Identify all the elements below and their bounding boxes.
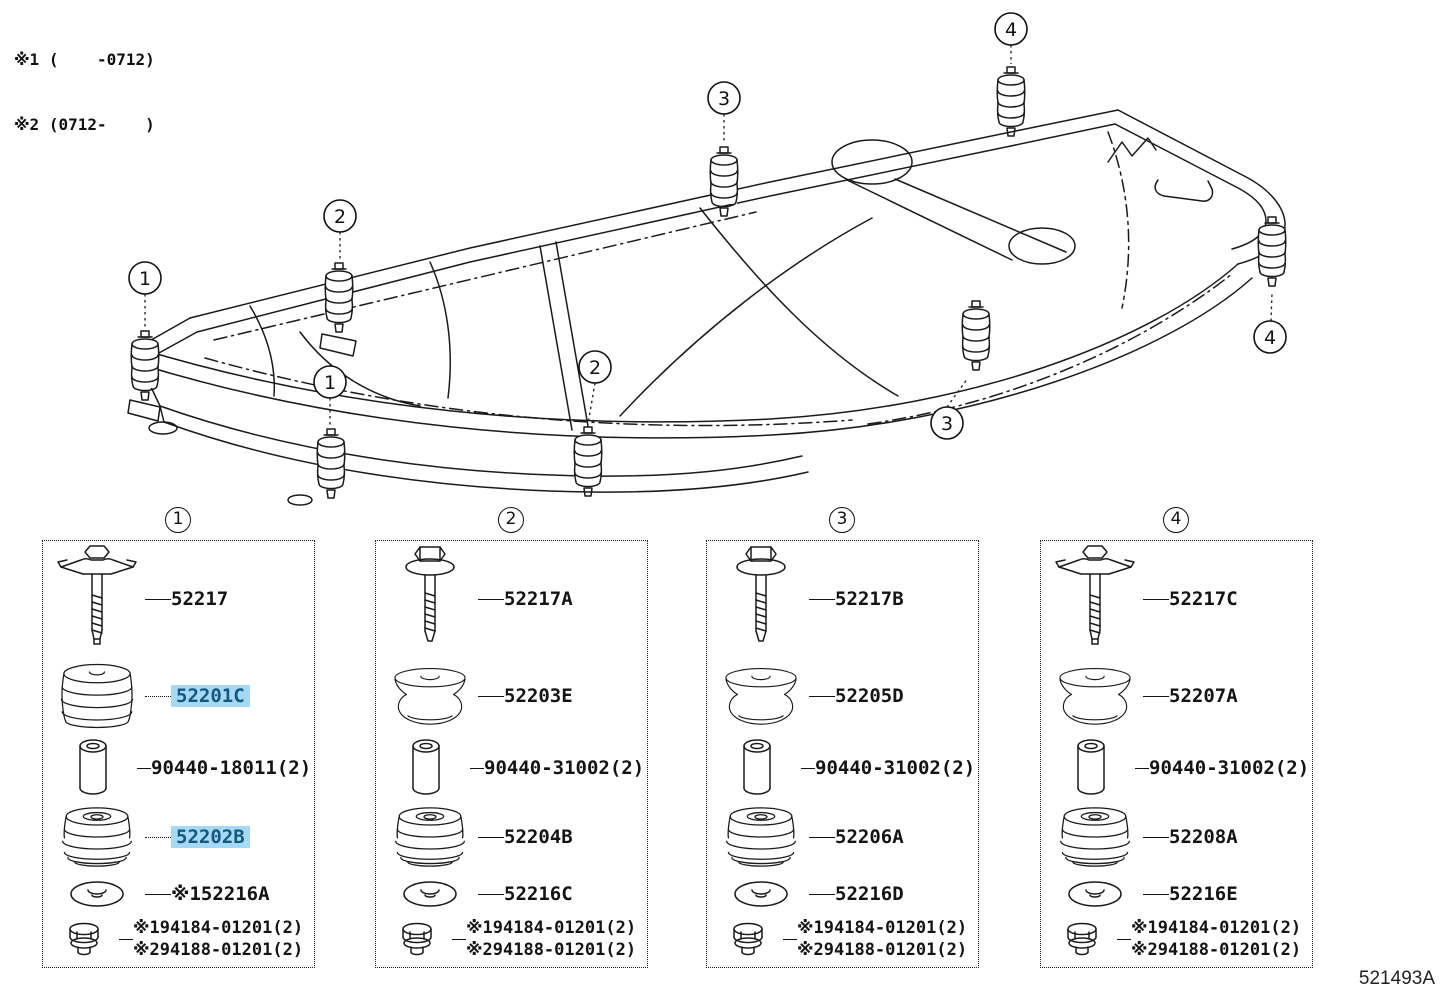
leader-line bbox=[478, 894, 504, 895]
part-row-upper-cushion bbox=[382, 655, 647, 737]
part-row-nut bbox=[713, 913, 978, 965]
leader-line bbox=[478, 837, 504, 838]
callout-number: 4 bbox=[1263, 327, 1277, 349]
leader-line bbox=[1143, 599, 1169, 600]
part-number-spacer[interactable]: 90440-31002(2) bbox=[484, 757, 645, 779]
part-number-nut-options bbox=[797, 917, 967, 961]
lower-cushion-drawing bbox=[1047, 800, 1143, 874]
part-number-bolt[interactable]: 52217B bbox=[835, 588, 904, 610]
leader-line bbox=[470, 768, 484, 769]
part-row-bolt bbox=[1047, 543, 1312, 655]
callout-number: 3 bbox=[940, 413, 954, 435]
part-number-nut-2[interactable]: ※294188-01201(2) bbox=[1131, 940, 1302, 960]
leader-line bbox=[145, 837, 171, 838]
part-group-box-4 bbox=[1040, 540, 1313, 968]
nut-drawing bbox=[1047, 919, 1117, 959]
body-mount-3-near bbox=[962, 301, 990, 370]
part-number-nut-1[interactable]: ※194184-01201(2) bbox=[1131, 917, 1302, 938]
mount-bolt-drawing bbox=[49, 543, 145, 655]
leader-line bbox=[809, 837, 835, 838]
frame-mounts bbox=[131, 67, 1286, 498]
part-number-nut-2[interactable]: ※294188-01201(2) bbox=[466, 940, 637, 960]
part-row-bolt bbox=[713, 543, 978, 655]
group-number-label: 4 bbox=[1170, 509, 1182, 529]
leader-line bbox=[809, 894, 835, 895]
mount-bolt-drawing bbox=[1047, 543, 1143, 655]
part-row-upper-cushion bbox=[713, 655, 978, 737]
part-number-washer[interactable]: ※152216A bbox=[171, 883, 270, 905]
group-number-label: 2 bbox=[505, 509, 517, 529]
body-mount-1-near bbox=[317, 429, 345, 498]
part-number-bolt[interactable]: 52217C bbox=[1169, 588, 1238, 610]
body-mount-4-near bbox=[1258, 217, 1286, 286]
part-number-bolt[interactable]: 52217 bbox=[171, 588, 229, 610]
group-number-2 bbox=[498, 507, 524, 533]
part-number-nut-1[interactable]: ※194184-01201(2) bbox=[797, 917, 968, 938]
part-number-nut-2[interactable]: ※294188-01201(2) bbox=[797, 940, 968, 960]
leader-line bbox=[145, 599, 171, 600]
leader-line bbox=[1117, 939, 1131, 940]
callout-number: 2 bbox=[333, 206, 347, 228]
footnote-2: ※2 (0712- ) bbox=[14, 114, 155, 134]
leader-line bbox=[809, 599, 835, 600]
part-number-spacer[interactable]: 90440-18011(2) bbox=[151, 757, 312, 779]
part-row-nut bbox=[49, 913, 314, 965]
spacer-drawing bbox=[382, 738, 470, 798]
leader-line bbox=[452, 939, 466, 940]
spacer-drawing bbox=[1047, 738, 1135, 798]
part-group-box-2 bbox=[375, 540, 648, 968]
washer-drawing bbox=[49, 876, 145, 912]
part-number-upper-cushion[interactable]: 52207A bbox=[1169, 685, 1238, 707]
part-row-bolt bbox=[49, 543, 314, 655]
leader-line bbox=[119, 939, 133, 940]
part-number-nut-1[interactable]: ※194184-01201(2) bbox=[466, 917, 637, 938]
leader-line bbox=[801, 768, 815, 769]
group-number-label: 1 bbox=[172, 509, 184, 529]
part-number-washer[interactable]: 52216D bbox=[835, 883, 904, 905]
washer-drawing bbox=[713, 876, 809, 912]
part-number-nut-options bbox=[133, 917, 303, 961]
mount-bolt-drawing bbox=[713, 543, 809, 655]
group-number-label: 3 bbox=[836, 509, 848, 529]
group-number-4 bbox=[1163, 507, 1189, 533]
part-number-upper-cushion[interactable]: 52205D bbox=[835, 685, 904, 707]
part-row-nut bbox=[1047, 913, 1312, 965]
part-row-washer bbox=[1047, 875, 1312, 913]
part-number-upper-cushion[interactable]: 52201C bbox=[171, 685, 250, 707]
washer-drawing bbox=[1047, 876, 1143, 912]
upper-cushion-drawing bbox=[713, 656, 809, 736]
part-row-upper-cushion bbox=[1047, 655, 1312, 737]
upper-cushion-drawing bbox=[49, 655, 145, 737]
part-row-bolt bbox=[382, 543, 647, 655]
callout-number: 1 bbox=[138, 268, 152, 290]
upper-cushion-drawing bbox=[382, 656, 478, 736]
leader-line bbox=[1143, 696, 1169, 697]
leader-line bbox=[145, 696, 171, 697]
part-row-spacer bbox=[49, 737, 314, 799]
leader-line bbox=[1143, 894, 1169, 895]
part-row-lower-cushion bbox=[1047, 799, 1312, 875]
nut-drawing bbox=[49, 919, 119, 959]
nut-drawing bbox=[713, 919, 783, 959]
part-number-lower-cushion[interactable]: 52208A bbox=[1169, 826, 1238, 848]
mount-bolt-drawing bbox=[382, 543, 478, 655]
part-group-box-1 bbox=[42, 540, 315, 968]
callout-number: 3 bbox=[717, 88, 731, 110]
lower-cushion-drawing bbox=[713, 800, 809, 874]
upper-cushion-drawing bbox=[1047, 656, 1143, 736]
lower-cushion-drawing bbox=[382, 800, 478, 874]
part-row-nut bbox=[382, 913, 647, 965]
body-mount-4-far bbox=[997, 67, 1025, 136]
part-number-spacer[interactable]: 90440-31002(2) bbox=[815, 757, 976, 779]
leader-line bbox=[1143, 837, 1169, 838]
washer-drawing bbox=[382, 876, 478, 912]
spacer-drawing bbox=[49, 738, 137, 798]
callout-number: 1 bbox=[323, 372, 337, 394]
part-row-washer bbox=[49, 875, 314, 913]
part-row-lower-cushion bbox=[713, 799, 978, 875]
part-group-box-3 bbox=[706, 540, 979, 968]
leader-line bbox=[478, 696, 504, 697]
part-number-lower-cushion[interactable]: 52204B bbox=[504, 826, 573, 848]
drawing-code: 521493A bbox=[1358, 968, 1435, 989]
footnote-1: ※1 ( -0712) bbox=[14, 50, 155, 70]
spacer-drawing bbox=[713, 738, 801, 798]
part-row-washer bbox=[713, 875, 978, 913]
part-number-lower-cushion[interactable]: 52206A bbox=[835, 826, 904, 848]
nut-drawing bbox=[382, 919, 452, 959]
part-row-spacer bbox=[713, 737, 978, 799]
callout-number: 4 bbox=[1004, 19, 1018, 41]
part-number-nut-1[interactable]: ※194184-01201(2) bbox=[133, 917, 304, 938]
part-number-lower-cushion[interactable]: 52202B bbox=[171, 826, 250, 848]
group-number-1 bbox=[165, 507, 191, 533]
frame-callouts bbox=[129, 13, 1286, 439]
callout-number: 2 bbox=[588, 357, 602, 379]
part-number-washer[interactable]: 52216E bbox=[1169, 883, 1238, 905]
part-row-lower-cushion bbox=[49, 799, 314, 875]
leader-line bbox=[1135, 768, 1149, 769]
leader-line bbox=[783, 939, 797, 940]
part-row-washer bbox=[382, 875, 647, 913]
part-row-lower-cushion bbox=[382, 799, 647, 875]
part-row-spacer bbox=[1047, 737, 1312, 799]
lower-cushion-drawing bbox=[49, 800, 145, 874]
part-number-nut-2[interactable]: ※294188-01201(2) bbox=[133, 940, 304, 960]
leader-line bbox=[809, 696, 835, 697]
body-mount-2-far bbox=[325, 263, 353, 332]
part-number-bolt[interactable]: 52217A bbox=[504, 588, 573, 610]
leader-line bbox=[145, 894, 171, 895]
part-row-spacer bbox=[382, 737, 647, 799]
part-number-upper-cushion[interactable]: 52203E bbox=[504, 685, 573, 707]
part-number-spacer[interactable]: 90440-31002(2) bbox=[1149, 757, 1310, 779]
part-number-nut-options bbox=[1131, 917, 1301, 961]
group-number-3 bbox=[829, 507, 855, 533]
leader-line bbox=[478, 599, 504, 600]
part-row-upper-cushion bbox=[49, 655, 314, 737]
body-mount-1-front bbox=[131, 331, 159, 400]
body-mount-2-near bbox=[574, 427, 602, 496]
frame-line-art bbox=[128, 110, 1285, 505]
part-number-nut-options bbox=[466, 917, 636, 961]
part-number-washer[interactable]: 52216C bbox=[504, 883, 573, 905]
leader-line bbox=[137, 768, 151, 769]
